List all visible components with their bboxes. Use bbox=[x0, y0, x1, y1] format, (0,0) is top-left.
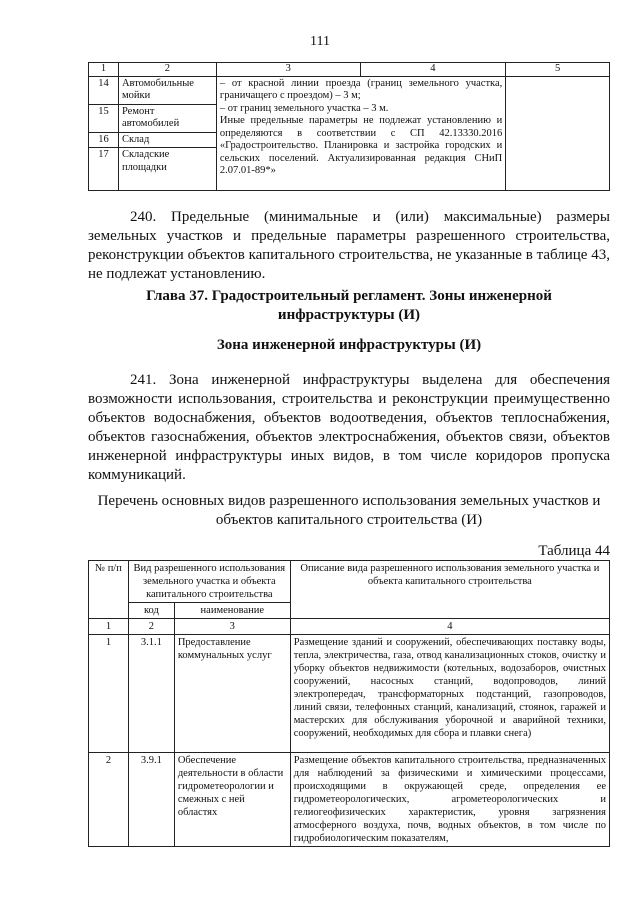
table-44 bbox=[88, 560, 610, 847]
table-header-row bbox=[89, 561, 610, 603]
table-label: Таблица 44 bbox=[538, 543, 610, 559]
row-number: 2 bbox=[89, 753, 129, 847]
row-description: Размещение объектов капитального строительства, предназначенных для наблюдений за физическими и химическими процессами, происходящими в окружающей среде, определения ее гидрометеорологических, агрометеорологических и гелиогеофизических характеристик, уровня загрязнения атмосферного воздуха, почв, водных объектов, в том числе по гидробиологическим показателям, bbox=[290, 753, 609, 847]
table-index-row bbox=[89, 619, 610, 635]
row-number: 14 bbox=[89, 76, 119, 104]
header-cell: 1 bbox=[89, 63, 119, 77]
row-name: Автомобильные мойки bbox=[118, 76, 216, 104]
row-description: Размещение зданий и сооружений, обеспечивающих поставку воды, тепла, электричества, газа, отвод канализационных стоков, очистку и уборку объектов недвижимости (котельных, водозаборов, очистных сооружений, насосных станций, водопроводов, линий электропередач, трансформаторных подстанций, газопроводов, линий связи, телефонных станций, канализаций, стоянок, гаражей и мастерских для обслуживания уборочной и аварийной техники, сооружений, необходимых для сбора и плавки снега) bbox=[290, 635, 609, 753]
row-name: Ремонт автомобилей bbox=[118, 104, 216, 132]
desc-line: – от границ земельного участка – 3 м. bbox=[219, 102, 389, 114]
table-row bbox=[89, 635, 610, 753]
header-name: наименование bbox=[174, 603, 290, 619]
paragraph-241 bbox=[88, 371, 610, 485]
parameters-description bbox=[216, 76, 505, 191]
index-cell: 1 bbox=[89, 619, 129, 635]
page-number: 111 bbox=[310, 34, 330, 49]
chapter-heading: Глава 37. Градостроительный регламент. Зоны инженерной инфраструктуры (И) bbox=[146, 288, 552, 323]
row-number: 16 bbox=[89, 132, 119, 148]
header-code: код bbox=[128, 603, 174, 619]
table-row bbox=[89, 76, 610, 104]
index-cell: 3 bbox=[174, 619, 290, 635]
header-cell: 3 bbox=[216, 63, 360, 77]
table-header-row bbox=[89, 63, 610, 77]
empty-cell bbox=[506, 76, 610, 191]
row-number: 15 bbox=[89, 104, 119, 132]
paragraph-241-text: 241. Зона инженерной инфраструктуры выделена для обеспечения возможности использования, строительства и реконструкции преимущественно объектов водоснабжения, объектов водоотведения, объектов теплоснабжения, объектов газоснабжения, объектов электроснабжения, объектов связи, объектов инженерной инфраструктуры иных видов, в том числе коридоров пропуска коммуникаций. bbox=[88, 372, 610, 483]
table-row bbox=[89, 753, 610, 847]
zone-heading: Зона инженерной инфраструктуры (И) bbox=[216, 337, 482, 353]
index-cell: 2 bbox=[128, 619, 174, 635]
header-description: Описание вида разрешенного использования земельного участка и объекта капитального строительства bbox=[290, 561, 609, 619]
paragraph-240-text: 240. Предельные (минимальные и (или) максимальные) размеры земельных участков и предельные параметры разрешенного строительства, реконструкции объектов капитального строительства, не указанные в таблице 43, не подлежат установлению. bbox=[88, 209, 610, 282]
row-code: 3.1.1 bbox=[128, 635, 174, 753]
row-number: 17 bbox=[89, 148, 119, 191]
index-cell: 4 bbox=[290, 619, 609, 635]
header-cell: 2 bbox=[118, 63, 216, 77]
header-kind: Вид разрешенного использования земельного участка и объекта капитального строительства bbox=[128, 561, 290, 603]
continuation-table bbox=[88, 62, 610, 191]
desc-line: – от красной линии проезда (границ земельного участка, граничащего с проездом) – 3 м; bbox=[219, 77, 503, 101]
row-code: 3.9.1 bbox=[128, 753, 174, 847]
row-name: Обеспечение деятельности в области гидрометеорологии и смежных с ней областях bbox=[174, 753, 290, 847]
desc-line: Иные предельные параметры не подлежат установлению и определяются в соответствии с СП 42.13330.2016 «Градостроительство. Планировка и застройка городских и сельских поселений. Актуализированная редакция СНиП 2.07.01-89*» bbox=[219, 115, 503, 176]
row-name: Склад bbox=[118, 132, 216, 148]
row-name: Складские площадки bbox=[118, 148, 216, 191]
header-num: № п/п bbox=[89, 561, 129, 619]
paragraph-240 bbox=[88, 208, 610, 284]
header-cell: 4 bbox=[360, 63, 506, 77]
list-caption: Перечень основных видов разрешенного использования земельных участков и объектов капитального строительства (И) bbox=[97, 493, 601, 528]
row-name: Предоставление коммунальных услуг bbox=[174, 635, 290, 753]
row-number: 1 bbox=[89, 635, 129, 753]
header-cell: 5 bbox=[506, 63, 610, 77]
